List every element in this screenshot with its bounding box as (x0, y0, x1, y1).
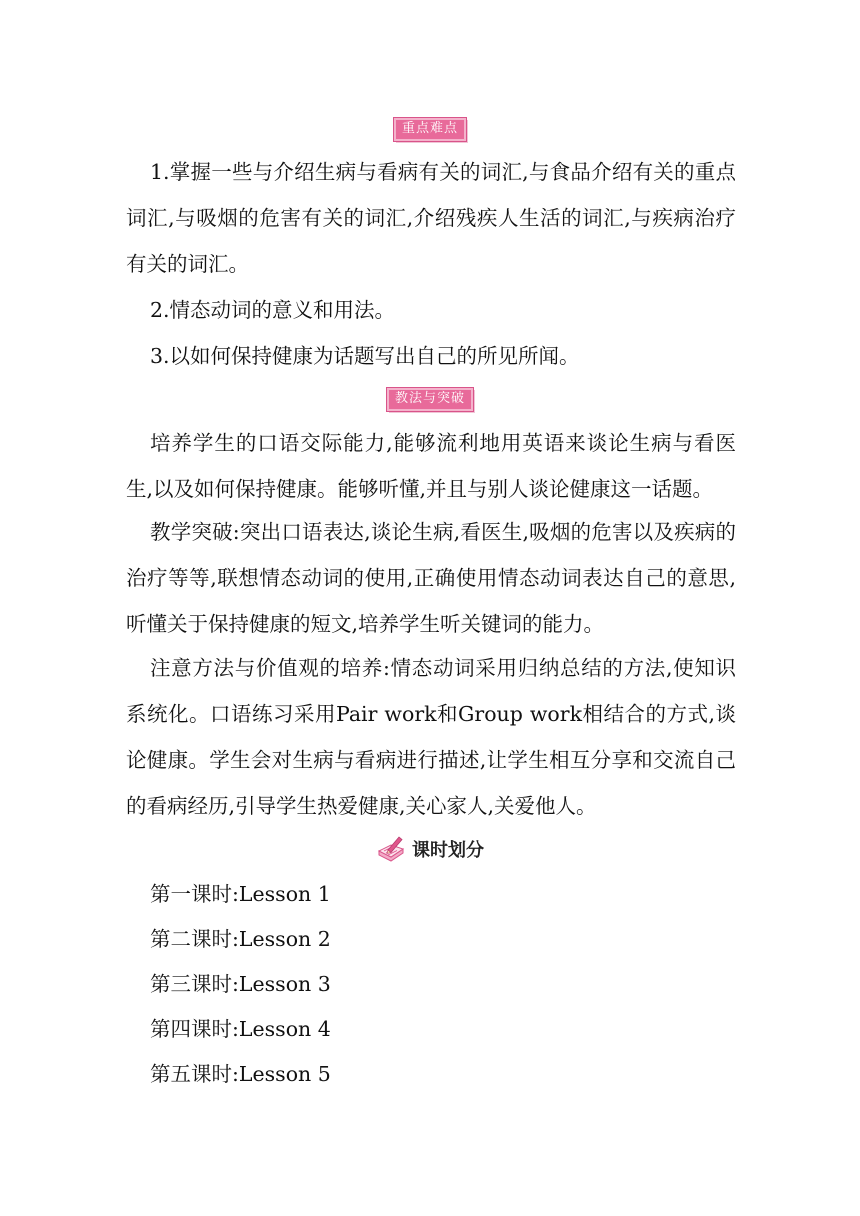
method-paragraph-1: 培养学生的口语交际能力,能够流利地用英语来谈论生病与看医生,以及如何保持健康。能够听懂,并且与别人谈论健康这一话题。 (126, 431, 736, 501)
pencil-book-icon (376, 834, 406, 864)
lesson-item-2: 第二课时:Lesson 2 (150, 927, 331, 951)
lesson-item-3: 第三课时:Lesson 3 (150, 972, 331, 996)
schedule-title: 课时划分 (412, 840, 484, 861)
key-point-3: 3.以如何保持健康为话题写出自己的所见所闻。 (150, 344, 580, 368)
methods-badge: 教法与突破 (387, 388, 473, 411)
schedule-header (0, 831, 860, 867)
methods-header (0, 387, 860, 411)
method-paragraph-3: 注意方法与价值观的培养:情态动词采用归纳总结的方法,使知识系统化。口语练习采用Pair work和Group work相结合的方式,谈论健康。学生会对生病与看病进行描述,让学生相互分享和交流自己的看病经历,引导学生热爱健康,关心家人,关爱他人。 (126, 656, 736, 818)
key-points-badge: 重点难点 (394, 118, 466, 141)
lesson-item-4: 第四课时:Lesson 4 (150, 1017, 331, 1041)
key-point-2: 2.情态动词的意义和用法。 (150, 298, 396, 322)
key-point-1: 1.掌握一些与介绍生病与看病有关的词汇,与食品介绍有关的重点词汇,与吸烟的危害有关的词汇,介绍残疾人生活的词汇,与疾病治疗有关的词汇。 (126, 160, 736, 276)
lesson-item-5: 第五课时:Lesson 5 (150, 1062, 331, 1086)
key-points-header (0, 117, 860, 141)
method-paragraph-2: 教学突破:突出口语表达,谈论生病,看医生,吸烟的危害以及疾病的治疗等等,联想情态动词的使用,正确使用情态动词表达自己的意思,听懂关于保持健康的短文,培养学生听关键词的能力。 (126, 520, 736, 636)
lesson-item-1: 第一课时:Lesson 1 (150, 882, 331, 906)
